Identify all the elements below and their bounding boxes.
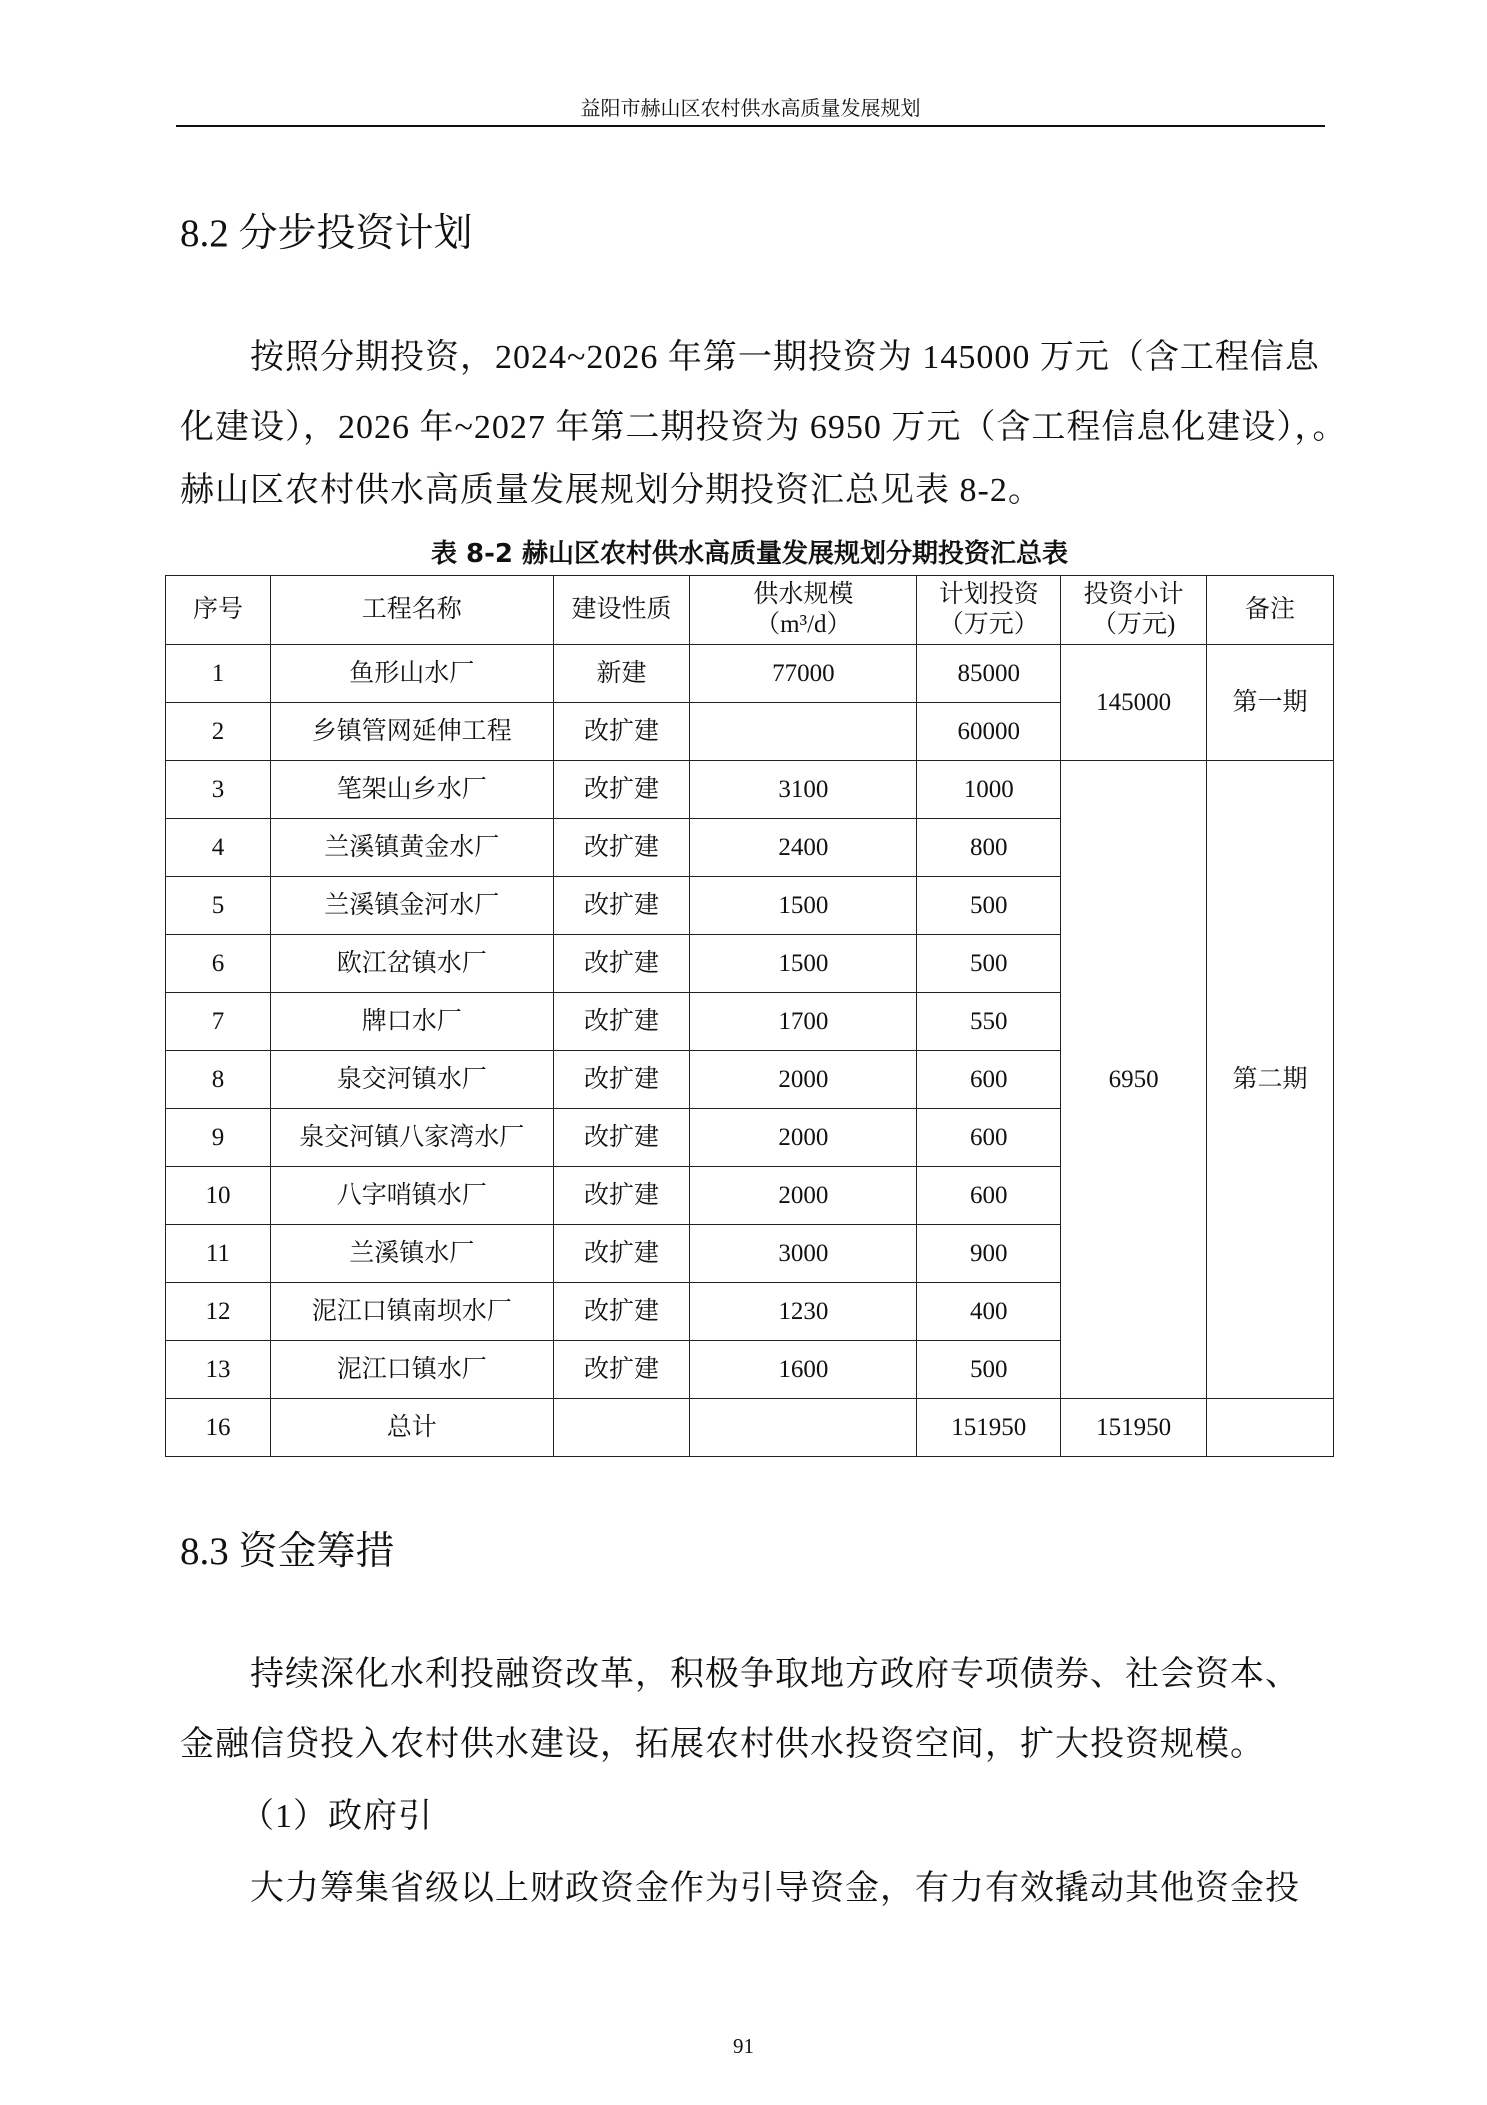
table-cell: 新建: [553, 645, 690, 703]
table-cell: 改扩建: [553, 877, 690, 935]
table-cell: 改扩建: [553, 1225, 690, 1283]
table-cell: 改扩建: [553, 761, 690, 819]
col-header: 工程名称: [270, 576, 553, 645]
table-cell: 兰溪镇金河水厂: [270, 877, 553, 935]
table-cell: 第一期: [1207, 645, 1334, 761]
section-heading-8-2: 8.2 分步投资计划: [180, 212, 473, 255]
header-rule: [176, 125, 1325, 127]
col-header: 备注: [1207, 576, 1334, 645]
table-cell: 500: [917, 877, 1061, 935]
paragraph-line: 化建设），2026 年~2027 年第二期投资为 6950 万元（含工程信息化建设），。: [180, 409, 1348, 446]
table-cell: 笔架山乡水厂: [270, 761, 553, 819]
table-cell: 改扩建: [553, 935, 690, 993]
table-cell: 60000: [917, 703, 1061, 761]
table-cell: 6: [166, 935, 271, 993]
table-cell: 改扩建: [553, 819, 690, 877]
table-cell: 13: [166, 1341, 271, 1399]
col-header-unit: （m³/d）: [755, 611, 852, 638]
table-cell: 500: [917, 935, 1061, 993]
table-cell: 16: [166, 1399, 271, 1457]
table-cell: 600: [917, 1051, 1061, 1109]
col-header: [917, 576, 1061, 645]
table-cell: 2000: [690, 1051, 917, 1109]
table-cell: 2000: [690, 1167, 917, 1225]
table-cell: 10: [166, 1167, 271, 1225]
table-cell: 泥江口镇水厂: [270, 1341, 553, 1399]
col-header-label: 供水规模: [753, 581, 854, 608]
table-cell: 乡镇管网延伸工程: [270, 703, 553, 761]
table-cell: 改扩建: [553, 1051, 690, 1109]
col-header: 建设性质: [553, 576, 690, 645]
table-cell: 7: [166, 993, 271, 1051]
table-cell: [690, 1399, 917, 1457]
table-cell: 145000: [1061, 645, 1207, 761]
table-cell: 12: [166, 1283, 271, 1341]
table-cell: 改扩建: [553, 1167, 690, 1225]
col-header-unit: （万元）: [938, 611, 1039, 638]
col-header: 序号: [166, 576, 271, 645]
table-cell: [1207, 1399, 1334, 1457]
table-cell: 总计: [270, 1399, 553, 1457]
table-cell: 8: [166, 1051, 271, 1109]
table-cell: 2: [166, 703, 271, 761]
table-cell: 3100: [690, 761, 917, 819]
page-number: 91: [733, 2034, 754, 2058]
paragraph-line: 按照分期投资，2024~2026 年第一期投资为 145000 万元（含工程信息: [250, 339, 1320, 376]
table-cell: 11: [166, 1225, 271, 1283]
col-header-label: 投资小计: [1083, 581, 1184, 608]
running-header: 益阳市赫山区农村供水高质量发展规划: [580, 98, 921, 120]
table-cell: 泥江口镇南坝水厂: [270, 1283, 553, 1341]
table-cell: 9: [166, 1109, 271, 1167]
table-cell: 改扩建: [553, 1109, 690, 1167]
paragraph-line: 金融信贷投入农村供水建设，拓展农村供水投资空间，扩大投资规模。: [180, 1726, 1265, 1763]
table-cell: 1230: [690, 1283, 917, 1341]
table-cell: 600: [917, 1109, 1061, 1167]
col-header: [1061, 576, 1207, 645]
col-header-unit: （万元): [1091, 611, 1176, 638]
table-cell: 151950: [1061, 1399, 1207, 1457]
paragraph-line: 赫山区农村供水高质量发展规划分期投资汇总见表 8-2。: [180, 472, 1043, 509]
table-cell: 151950: [917, 1399, 1061, 1457]
table-cell: [553, 1399, 690, 1457]
table-cell: 1500: [690, 877, 917, 935]
table-cell: 500: [917, 1341, 1061, 1399]
table-cell: 欧江岔镇水厂: [270, 935, 553, 993]
table-cell: 1000: [917, 761, 1061, 819]
table-total-row: [166, 1399, 1334, 1457]
table-cell: 八字哨镇水厂: [270, 1167, 553, 1225]
section-heading-8-3: 8.3 资金筹措: [180, 1530, 395, 1573]
table-cell: 1700: [690, 993, 917, 1051]
table-cell: 1600: [690, 1341, 917, 1399]
paragraph-line: 大力筹集省级以上财政资金作为引导资金，有力有效撬动其他资金投: [250, 1870, 1300, 1907]
table-cell: 泉交河镇水厂: [270, 1051, 553, 1109]
table-cell: 3000: [690, 1225, 917, 1283]
table-cell: 900: [917, 1225, 1061, 1283]
table-cell: 800: [917, 819, 1061, 877]
table-row: [166, 761, 1334, 819]
table-cell: 600: [917, 1167, 1061, 1225]
table-cell: 1500: [690, 935, 917, 993]
paragraph-line: 持续深化水利投融资改革，积极争取地方政府专项债券、社会资本、: [250, 1656, 1300, 1693]
table-caption: 表 8-2 赫山区农村供水高质量发展规划分期投资汇总表: [430, 539, 1069, 569]
table-cell: 兰溪镇黄金水厂: [270, 819, 553, 877]
table-cell: 改扩建: [553, 1283, 690, 1341]
table-cell: 5: [166, 877, 271, 935]
col-header-label: 计划投资: [938, 581, 1039, 608]
table-cell: 2400: [690, 819, 917, 877]
table-row: [166, 645, 1334, 703]
subheading: （1）政府引: [240, 1798, 433, 1835]
table-cell: 兰溪镇水厂: [270, 1225, 553, 1283]
table-cell: 3: [166, 761, 271, 819]
table-cell: 泉交河镇八家湾水厂: [270, 1109, 553, 1167]
col-header: [690, 576, 917, 645]
table-header-row: [166, 576, 1334, 645]
investment-table: [165, 575, 1334, 1457]
table-cell: 1: [166, 645, 271, 703]
table-cell: 牌口水厂: [270, 993, 553, 1051]
table-cell: 6950: [1061, 761, 1207, 1399]
table-cell: 2000: [690, 1109, 917, 1167]
table-cell: 77000: [690, 645, 917, 703]
table-cell: [690, 703, 917, 761]
table-cell: 改扩建: [553, 1341, 690, 1399]
table-cell: 550: [917, 993, 1061, 1051]
table-cell: 鱼形山水厂: [270, 645, 553, 703]
table-cell: 改扩建: [553, 993, 690, 1051]
table-cell: 改扩建: [553, 703, 690, 761]
table-cell: 400: [917, 1283, 1061, 1341]
table-cell: 第二期: [1207, 761, 1334, 1399]
table-cell: 4: [166, 819, 271, 877]
table-cell: 85000: [917, 645, 1061, 703]
